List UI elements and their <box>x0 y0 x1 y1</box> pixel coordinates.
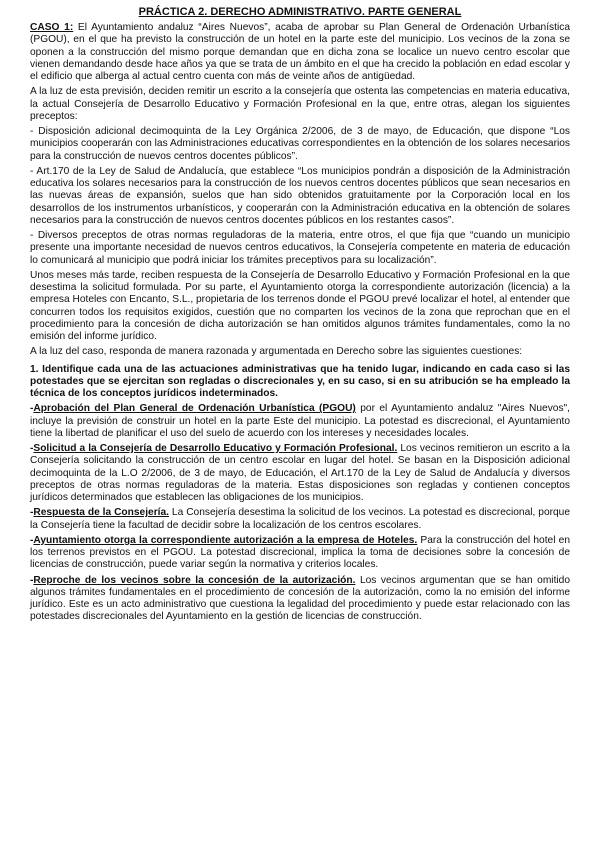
case-paragraph: A la luz del caso, responda de manera razonada y argumentada en Derecho sobre las siguientes cuestiones: <box>30 346 523 358</box>
answer-body: Los vecinos remitieron un escrito a la Consejería solicitando la construcción de un centro escolar en lugar del hotel. Se basan en la Disposición adicional decimoquinta de la L.O 2/2006, de 3 de mayo, de Educación, el Art.170 de la Ley de Salud de Andalucía y diversos preceptos de otras normas reguladoras de la materia. Estas disposiciones son regladas y contienen conceptos jurídicos determinados que establecen las obligaciones de los municipios. <box>30 443 570 503</box>
answer-body: Para la construcción del hotel en los terrenos previstos en el PGOU. La potestad discrecional, implica la toma de decisiones sobre la concesión de licencias de construcción, puede variar según la normativa y criterios locales. <box>30 534 570 571</box>
answer-prefix: - <box>30 534 34 546</box>
answer-title: Ayuntamiento otorga la correspondiente autorización a la empresa de Hoteles. <box>33 534 418 546</box>
answer-prefix: - <box>30 574 34 586</box>
case-label: CASO 1: <box>30 22 74 33</box>
case-intro-text: El Ayuntamiento andaluz “Aires Nuevos”, acaba de aprobar su Plan General de Ordenación Urbanística (PGOU), en el que ha previsto la construcción de un hotel en la parte este del municipio. Los vecinos de la zona se oponen a la construcción del mismo porque demandan que en dicha zona se localice un nuevo centro escolar que vienen demandando desde hace años ya que se trata de un ámbito en el que ha crecido la población en edad escolar y el edificio que alberga al actual centro cuenta con más de veinte años de antigüedad. <box>30 22 571 82</box>
case-intro-paragraph <box>30 22 570 83</box>
answer-body: Los vecinos argumentan que se han omitido algunos trámites fundamentales en el procedimiento de concesión de la autorización, como la no emisión del informe jurídico. Este es un acto administrativo que cuestiona la legalidad del procedimiento y puede estar relacionado con las potestades discrecionales del Ayuntamiento en la gestión de licencias de construcción. <box>30 574 570 623</box>
answer-prefix: - <box>30 403 34 415</box>
question-1: 1. Identifique cada una de las actuaciones administrativas que ha tenido lugar, indicando en cada caso si las potestades que se ejercitan son regladas o discrecionales y, en su caso, si en su atribución se ha empleado la técnica de los conceptos jurídicos indeterminados. <box>30 363 570 399</box>
answer-item <box>30 403 570 440</box>
answer-body: por el Ayuntamiento andaluz "Aires Nuevos", incluye la previsión de construir un hotel en la parte Este del municipio. La potestad es discrecional, el Ayuntamiento tiene la libertad de planificar el uso del suelo de acuerdo con los intereses y necesidades locales. <box>30 403 570 439</box>
answer-item <box>30 575 570 624</box>
answer-body: La Consejería desestima la solicitud de los vecinos. La potestad es discrecional, porque la Consejería tiene la facultad de decidir sobre la localización de los centros escolares. <box>30 507 571 531</box>
document-title: PRÁCTICA 2. DERECHO ADMINISTRATIVO. PARTE GENERAL <box>138 6 462 18</box>
case-precept-item: - Disposición adicional decimoquinta de la Ley Orgánica 2/2006, de 3 de mayo, de Educación, que dispone “Los municipios cooperarán con las Administraciones educativas correspondientes en la obtención de los solares necesarios para la construcción de nuevos centros docentes públicos”. <box>30 126 570 162</box>
answer-item <box>30 443 570 504</box>
answer-title: Reproche de los vecinos sobre la concesión de la autorización. <box>33 574 356 586</box>
case-paragraph: A la luz de esta previsión, deciden remitir un escrito a la consejería que ostenta las competencias en materia educativa, la actual Consejería de Desarrollo Educativo y Formación Profesional en la que, entre otras, alegan los siguientes preceptos: <box>30 86 570 122</box>
answer-title: Solicitud a la Consejería de Desarrollo Educativo y Formación Profesional. <box>33 443 398 454</box>
case-precept-item: - Art.170 de la Ley de Salud de Andalucía, que establece “Los municipios pondrán a disposición de la Administración educativa los solares necesarios para la construcción de los nuevos centros docentes públicos que sean necesarios en las nuevas áreas de expansión, suelos que han sido obtenidos gratuitamente por la Corporación local en los desarrollos de los instrumentos urbanísticos, y cooperarán con la Administración educativa en la obtención de solares necesarios para la construcción de nuevos centros docentes públicos en los restantes casos”. <box>30 165 570 226</box>
answer-prefix: - <box>30 507 34 519</box>
answer-title: Aprobación del Plan General de Ordenación Urbanística (PGOU) <box>33 403 356 415</box>
case-paragraph: Unos meses más tarde, reciben respuesta de la Consejería de Desarrollo Educativo y Formación Profesional en la que desestima la solicitud formulada. Por su parte, el Ayuntamiento otorga la correspondiente autorización (licencia) a la empresa Hoteles con Encanto, S.L., propietaria de los terrenos donde el PGOU prevé localizar el hotel, al entender que concurren todos los requisitos exigidos, cuestión que no comparten los vecinos de la zona que reprochan que en el procedimiento para la concesión de dicha autorización se han omitidos algunos trámites fundamentales, como la no emisión del informe jurídico. <box>30 269 570 342</box>
answer-item <box>30 535 570 572</box>
case-precept-item: - Diversos preceptos de otras normas reguladoras de la materia, entre otros, el que fija que “cuando un municipio presente una importante necesidad de nuevos centros educativos, la Consejería competente en materia de educación lo comunicará al municipio que podrá iniciar los trámites preceptivos para su localización”. <box>30 230 570 266</box>
answer-item <box>30 507 570 532</box>
answer-title: Respuesta de la Consejería. <box>33 507 170 519</box>
answer-prefix: - <box>30 443 34 454</box>
